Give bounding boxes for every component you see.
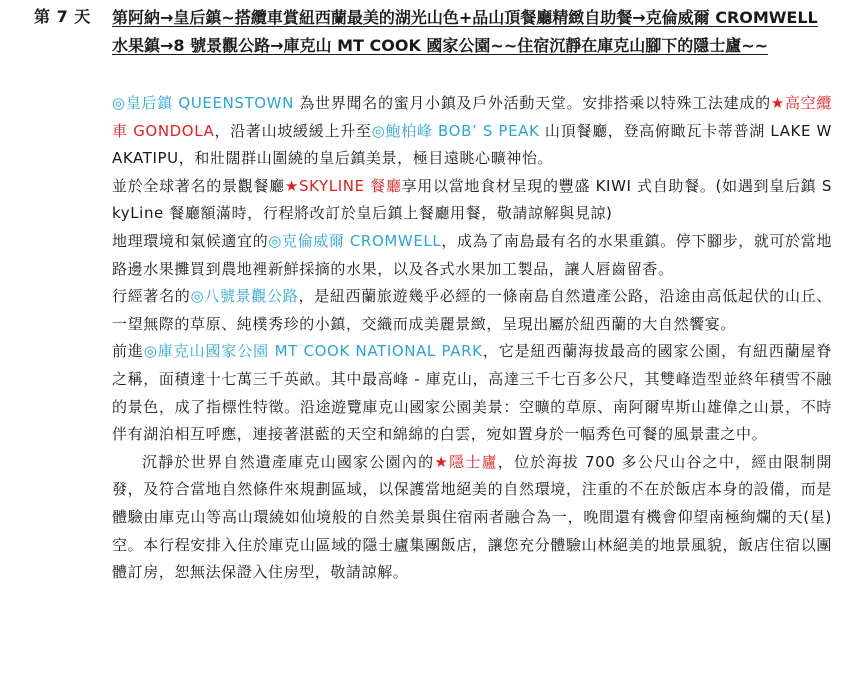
text-segment: ，是紐西蘭旅遊幾乎必經的一條南島自然遺產公路，沿途由高低起伏的山丘、一望無際的草原、純樸秀珍的小鎮，交織而成美麗景緻，呈現出屬於紐西蘭的大自然饗宴。 [112,287,832,333]
place-mt-cook-park: 庫克山國家公園 MT COOK NATIONAL PARK [157,342,483,361]
attraction-marker-icon: ◎ [371,121,386,140]
text-segment: 為世界聞名的蜜月小鎮及戶外活動天堂。安排搭乘以特殊工法建成的 [293,94,771,112]
attraction-marker-icon: ◎ [190,287,205,306]
text-segment: ，它是紐西蘭海拔最高的國家公園，有紐西蘭屋脊之稱，面積達十七萬三千英畝。其中最高峰 - 庫克山，高達三千七百多公尺，其雙峰造型並終年積雪不融的景色，成了指標性特徵。沿途遊覽庫克山國家公園美景：空曠的草原、南阿爾卑斯山雄偉之山景，不時伴有湖泊相互呼應，連接著湛藍的天空和綿綿的白雲，宛如置身於一幅秀色可餐的風景畫之中。 [112,342,833,444]
highlight-skyline-restaurant: ★SKYLINE 餐廳 [284,176,402,195]
paragraph-skyline [112,173,832,228]
text-segment: ，沿著山坡緩緩上升至 [214,121,372,140]
text-segment: 沉靜於世界自然遺產庫克山國家公園內的 [142,452,435,471]
text-segment: 前進 [112,342,144,361]
day-label: 第 7 天 [34,7,91,26]
attraction-marker-icon: ◎ [112,94,126,112]
place-queenstown: 皇后鎮 QUEENSTOWN [125,94,294,112]
attraction-marker-icon: ◎ [143,342,158,361]
text-segment: 享用以當地食材呈現的豐盛 KIWI 式自助餐。(如遇到皇后鎮 SkyLine 餐廳額滿時，行程將改訂於皇后鎮上餐廳用餐，敬請諒解與見諒) [112,176,832,223]
text-segment: ，成為了南島最有名的水果重鎮。停下腳步，就可於當地路邊水果攤買到農地裡新鮮採摘的水果，以及各式水果加工製品，讓人唇齒留香。 [112,231,832,278]
day-title: 第阿納→皇后鎮~搭纜車賞紐西蘭最美的湖光山色+品山頂餐廳精緻自助餐→克倫威爾 CROMWELL 水果鎮→8 號景觀公路→庫克山 MT COOK 國家公園~~住宿沉靜在庫克山腳下的隱士廬~~ [112,8,818,55]
paragraph-mt-cook [112,338,832,448]
attraction-marker-icon: ◎ [268,231,282,250]
text-segment: 山頂餐廳，登高俯瞰瓦卡蒂普湖 LAKE WAKATIPU，和壯闊群山圍繞的皇后鎮美景，極目遠眺心曠神怡。 [112,121,832,168]
highlight-gondola: ★高空纜車 GONDOLA [112,94,832,140]
place-route-8: 八號景觀公路 [204,287,299,306]
paragraph-route-8 [112,283,832,338]
place-bobs-peak: 鮑柏峰 BOB’ S PEAK [385,121,540,140]
paragraph-queenstown [112,90,832,173]
text-segment: 行經著名的 [112,287,191,306]
text-segment: ，位於海拔 700 多公尺山谷之中，經由限制開發，及符合當地自然條件來規劃區域，以保護當地絕美的自然環境，注重的不在於飯店本身的設備，而是體驗由庫克山等高山環繞如仙境般的自然美景與住宿兩者融合為一，晚間還有機會仰望南極絢爛的天(星)空。本行程安排入住於庫克山區域的隱士廬集團飯店，讓您充分體驗山林絕美的地景風貌，飯店住宿以團體訂房，恕無法保證入住房型，敬請諒解。 [112,452,832,582]
text-segment: 地理環境和氣候適宜的 [112,231,269,250]
itinerary-body [112,90,832,587]
text-segment: 並於全球著名的景觀餐廳 [112,176,285,195]
place-cromwell: 克倫威爾 CROMWELL [281,231,442,250]
paragraph-hermitage [112,449,832,587]
highlight-hermitage: ★隱士廬 [434,452,498,471]
paragraph-cromwell [112,228,832,283]
